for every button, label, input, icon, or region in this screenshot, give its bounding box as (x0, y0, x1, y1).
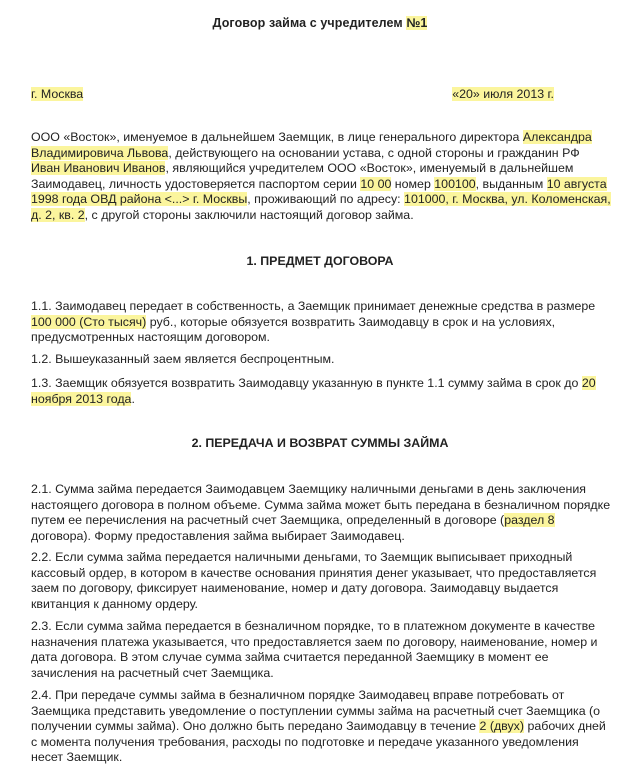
intro-text: , проживающий по адресу: (247, 192, 405, 207)
intro-text: ООО «Восток», именуемое в дальнейшем Заемщик, в лице генерального директора (31, 130, 523, 144)
date-day: «20» (452, 87, 480, 101)
clause-2-3: 2.3. Если сумма займа передается в безналичном порядке, то в платежном документе в качестве назначения платежа указывается, что предоставляется заем по договору, наименование, номер и дата договора. В этом случае сумма займа считается переданной Заемщику в момент ее зачисления на расчетный счет Заемщика. (31, 619, 598, 680)
document-title (0, 16, 640, 30)
repayment-date: 20 ноября 2013 года (31, 376, 596, 406)
clause-text: договора). Форму предоставления займа выбирает Заимодавец. (31, 528, 405, 543)
clause-text: 1.3. Заемщик обязуется возвратить Заимодавцу указанную в пункте 1.1 сумму займа в срок до (31, 376, 582, 390)
passport-issue: 10 августа 1998 года ОВД района <...> г. Москвы (31, 176, 607, 207)
title-text: Договор займа с учредителем (212, 16, 407, 30)
intro-paragraph (31, 130, 611, 224)
lender-address: 101000, г. Москва, ул. Коломенская, д. 2, кв. 2 (31, 192, 611, 222)
intro-text: номер (391, 176, 435, 191)
clause-1-3 (31, 376, 611, 407)
intro-text: , действующего на основании устава, с одной стороны и гражданин РФ (168, 145, 580, 160)
intro-text: , выданным (475, 176, 547, 191)
contract-date (452, 87, 554, 101)
section-2-heading: 2. ПЕРЕДАЧА И ВОЗВРАТ СУММЫ ЗАЙМА (191, 436, 449, 450)
clause-text: 2.1. Сумма займа передается Заимодавцем Заемщику наличными деньгами в день заключения настоящего договора в полном объеме. Сумма займа может быть передана в безналичном порядке путем ее перечисления на расчетный счет Заемщика, определенный в договоре ( (31, 482, 611, 528)
clause-1-2: 1.2. Вышеуказанный заем является беспроцентным. (31, 352, 335, 366)
clause-2-1 (31, 482, 611, 544)
clause-text: . (131, 391, 135, 406)
clause-2-2: 2.2. Если сумма займа передается наличными деньгами, то Заемщик выписывает приходный кассовый ордер, в котором в качестве основания принятия денег указывает, что предоставляется заем по договору, фиксирует наименование, номер и дату договора. Заимодавцу выдается квитанция к данному ордеру. (31, 550, 597, 611)
intro-text: , являющийся учредителем ООО «Восток», именуемый в дальнейшем Заимодавец, личность удостоверяется паспортом серии (31, 161, 574, 191)
clause-2-4 (31, 688, 611, 766)
director-name: Александра Владимировича Львова (31, 130, 592, 160)
date-month-year: июля 2013 г. (479, 87, 554, 101)
section-reference: раздел 8 (504, 513, 555, 528)
passport-series: 10 00 (360, 176, 392, 191)
clause-1-1 (31, 299, 611, 346)
passport-number: 100100 (434, 176, 476, 191)
loan-amount: 100 000 (Сто тысяч) (31, 314, 147, 329)
clause-text: 1.1. Заимодавец передает в собственность, а Заемщик принимает денежные средства в размере (31, 299, 596, 313)
contract-number: №1 (406, 16, 428, 30)
lender-name: Иван Иванович Иванов (31, 161, 166, 176)
clause-text: 2.4. При передаче суммы займа в безналичном порядке Заимодавец вправе потребовать от Заемщика представить уведомление о поступлении суммы займа на расчетный счет Заемщика (о получении суммы займа). Оно должно быть передано Заимодавцу в течение (31, 688, 601, 734)
intro-text: , с другой стороны заключили настоящий договор займа. (84, 207, 414, 222)
section-1-heading: 1. ПРЕДМЕТ ДОГОВОРА (246, 254, 394, 268)
notice-days: 2 (двух) (479, 719, 525, 734)
contract-city: г. Москва (31, 87, 84, 101)
clause-text: рабочих дней с момента получения требования, расходы по подготовке и передаче указанного уведомления несет Заемщик. (31, 719, 606, 765)
clause-text: руб., которые обязуется возвратить Заимодавцу в срок и на условиях, предусмотренных настоящим договором. (31, 314, 556, 345)
